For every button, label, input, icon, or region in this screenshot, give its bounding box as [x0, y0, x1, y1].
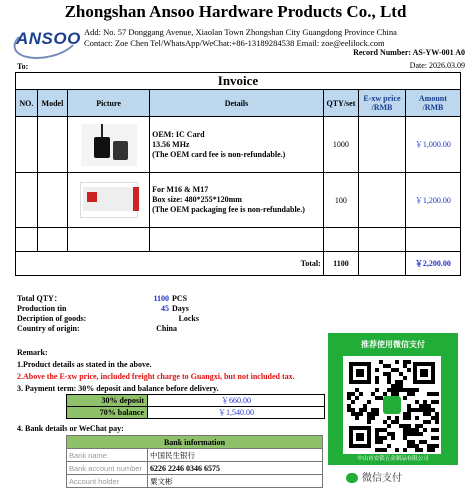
payment-label: 30% deposit: [67, 395, 148, 407]
row-price: [359, 117, 406, 173]
col-no: NO.: [16, 90, 38, 117]
table-row: [67, 407, 325, 419]
total-amount: ￥2,200.00: [405, 252, 460, 276]
col-details: Details: [150, 90, 324, 117]
table-row: [16, 173, 461, 228]
logo-text: ANSOO: [16, 29, 81, 48]
remark-line: 3. Payment term: 30% deposit and balance before delivery.: [17, 384, 219, 393]
bank-table: [66, 435, 323, 488]
table-row: [67, 462, 323, 475]
remarks: [17, 347, 295, 395]
row-picture: [67, 117, 149, 173]
bank-value: 6226 2246 0346 6575: [148, 462, 323, 475]
details-line: Box size: 480*255*120mm: [152, 195, 242, 204]
row-model: [37, 173, 67, 228]
row-qty: 1000: [323, 117, 358, 173]
origin-value: China: [156, 324, 177, 333]
total-label: Total:: [16, 252, 324, 276]
payment-table: [66, 394, 325, 419]
bank-question: 4. Bank details or WeChat pay:: [17, 424, 124, 433]
row-details: [150, 173, 324, 228]
logo-swoosh-icon: [10, 18, 82, 65]
bank-key: Account holder: [67, 475, 148, 488]
goods-value: Locks: [178, 314, 199, 323]
details-line: (The OEM card fee is non-refundable.): [152, 149, 286, 159]
bank-key: Bank account number: [67, 462, 148, 475]
remark-line: 1.Product details as stated in the above.: [17, 360, 152, 369]
row-details: [150, 117, 324, 173]
company-address: Add: No. 57 Donggang Avenue, Xiaolan Town Zhongshan City Guangdong Province China: [84, 27, 397, 37]
bank-header: Bank information: [67, 436, 323, 449]
invoice-title: Invoice: [16, 73, 461, 90]
bank-value: 粟文彬: [148, 475, 323, 488]
row-amount: ￥1,200.00: [405, 173, 460, 228]
wechat-pay-card: [328, 333, 458, 465]
wechat-brand: 微信支付: [362, 473, 402, 484]
col-price: E-xw price /RMB: [359, 90, 406, 117]
total-qty-unit: PCS: [172, 294, 188, 303]
invoice-header-row: [16, 90, 461, 117]
col-picture: Picture: [67, 90, 149, 117]
bank-value: 中国民生银行: [148, 449, 323, 462]
total-qty: 1100: [323, 252, 358, 276]
payment-label: 70% balance: [67, 407, 148, 419]
row-picture: [67, 173, 149, 228]
row-model: [37, 117, 67, 173]
row-amount: ￥1,000.00: [405, 117, 460, 173]
total-row: [16, 252, 461, 276]
table-row: [67, 449, 323, 462]
col-qty: QTY/set: [323, 90, 358, 117]
qr-code-icon: [343, 356, 441, 454]
payment-value: ￥1,540.00: [148, 407, 325, 419]
ic-card-keyfob-photo-icon: [81, 124, 137, 166]
payment-value: ￥660.00: [148, 395, 325, 407]
row-price: [359, 173, 406, 228]
empty-row: [16, 228, 461, 252]
row-no: [16, 173, 38, 228]
total-qty-label: Total QTY：: [17, 294, 62, 303]
to-label: To:: [17, 62, 29, 71]
table-row: [67, 475, 323, 488]
row-qty: 100: [323, 173, 358, 228]
production-label: Production tin: [17, 304, 67, 313]
details-line: (The OEM packaging fee is non-refundable.): [152, 205, 305, 214]
production-value: 45: [161, 304, 169, 313]
remarks-title: Remark:: [17, 348, 48, 357]
details-line: 13.56 MHz: [152, 139, 190, 149]
record-number: Record Number: AS-YW-001 A0: [353, 48, 465, 57]
col-amount: Amount /RMB: [405, 90, 460, 117]
goods-label: Decription of goods:: [17, 314, 87, 323]
origin-label: Country of origin:: [17, 324, 80, 333]
wechat-icon: [346, 473, 358, 483]
packaging-box-photo-icon: [80, 182, 138, 218]
invoice-date: Date: 2026.03.09: [409, 61, 465, 70]
col-model: Model: [37, 90, 67, 117]
order-summary: [17, 294, 199, 334]
invoice-table: [15, 72, 461, 276]
company-name: Zhongshan Ansoo Hardware Products Co., Ltd: [64, 2, 407, 21]
company-contact: Contact: Zoe Chen Tel/WhatsApp/WeChat:+86-13189284538 Email: zoe@eelilock.com: [84, 38, 385, 48]
details-line: For M16 & M17: [152, 185, 209, 194]
production-unit: Days: [172, 304, 189, 313]
wechat-pay-logo: [346, 469, 402, 484]
wechat-footer: 中山市安锁五金制品有限公司: [357, 456, 429, 462]
remark-line: 2.Above the E-xw price, included freight charge to Guangxi, but not included tax.: [17, 372, 295, 381]
wechat-header: 推荐使用微信支付: [361, 340, 425, 349]
row-no: [16, 117, 38, 173]
company-logo: [16, 29, 81, 55]
table-row: [16, 117, 461, 173]
company-address-block: [84, 27, 397, 49]
total-qty-value: 1100: [153, 294, 169, 303]
bank-key: Bank name: [67, 449, 148, 462]
table-row: [67, 395, 325, 407]
details-line: OEM: IC Card: [152, 129, 205, 139]
